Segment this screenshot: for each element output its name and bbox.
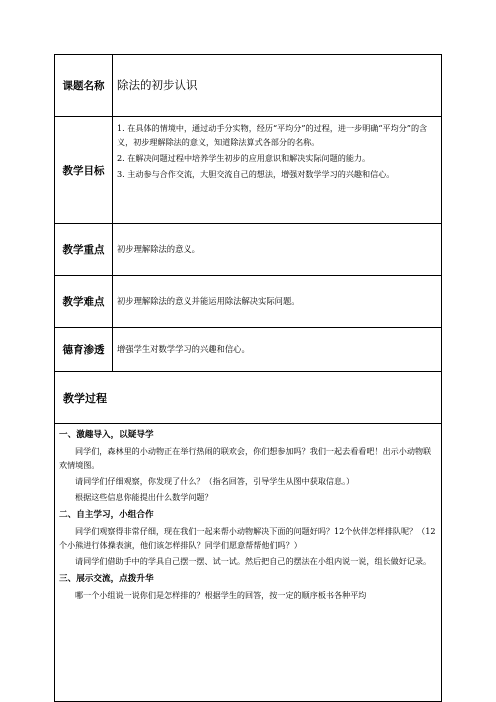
process-header-row [55,372,441,424]
goal-item: 3. 主动参与合作交流，大胆交流自己的想法，增强对数学学习的兴趣和信心。 [117,169,395,179]
process-heading: 教学过程 [63,391,107,405]
goal-item: 1. 在具体的情境中，通过动手分实物，经历“平均分”的过程，进一步明确“平均分”的含义，初步理解除法的意义，知道除法算式各部分的名称。 [117,123,428,147]
section-title: 一、激趣导入，以疑导学 [59,430,154,440]
moral-label: 德育渗透 [55,328,113,371]
goals-label: 教学目标 [55,117,113,223]
focus-value: 初步理解除法的意义。 [117,244,200,254]
difficulty-row [55,276,441,328]
goal-item: 2. 在解决问题过程中培养学生初步的应用意识和解决实际问题的能力。 [117,153,371,163]
section-paragraph: 同学们，森林里的小动物正在举行热闹的联欢会，你们想参加吗？我们一起去看看吧！出示小动物联欢情境图。 [59,446,432,470]
section-paragraph: 请同学们借助手中的学具自己摆一摆、试一试。然后把自己的摆法在小组内说一说，组长做好记录。 [75,556,432,566]
goals-list [117,121,437,183]
section-paragraph: 哪一个小组说一说你们是怎样排的？根据学生的回答，按一定的顺序板书各种平均 [75,590,367,600]
section-paragraph: 请同学们仔细观察，你发现了什么？（指名回答，引导学生从图中获取信息。） [75,476,355,486]
section-title: 三、展示交流，点拨升华 [59,574,154,584]
focus-row [55,224,441,276]
section-paragraph: 同学们观察得非常仔细，现在我们一起来帮小动物解决下面的问题好吗？12个伙伴怎样排队呢？（12个小熊进行体操表演，他们该怎样排队？同学们愿意帮帮他们吗？） [59,526,436,550]
course-label: 课题名称 [55,55,113,116]
moral-value: 增强学生对数学学习的兴趣和信心。 [117,344,250,354]
difficulty-label: 教学难点 [55,276,113,327]
focus-label: 教学重点 [55,224,113,275]
moral-row [55,328,441,372]
goals-row [55,117,441,224]
section-paragraph: 根据这些信息你能提出什么数学问题？ [75,492,213,502]
process-body [55,424,441,701]
course-title: 除法的初步认识 [117,78,198,92]
course-row [55,55,441,117]
lesson-plan-table [54,54,442,702]
difficulty-value: 初步理解除法的意义并能运用除法解决实际问题。 [117,296,300,306]
section-title: 二、自主学习，小组合作 [59,510,154,520]
